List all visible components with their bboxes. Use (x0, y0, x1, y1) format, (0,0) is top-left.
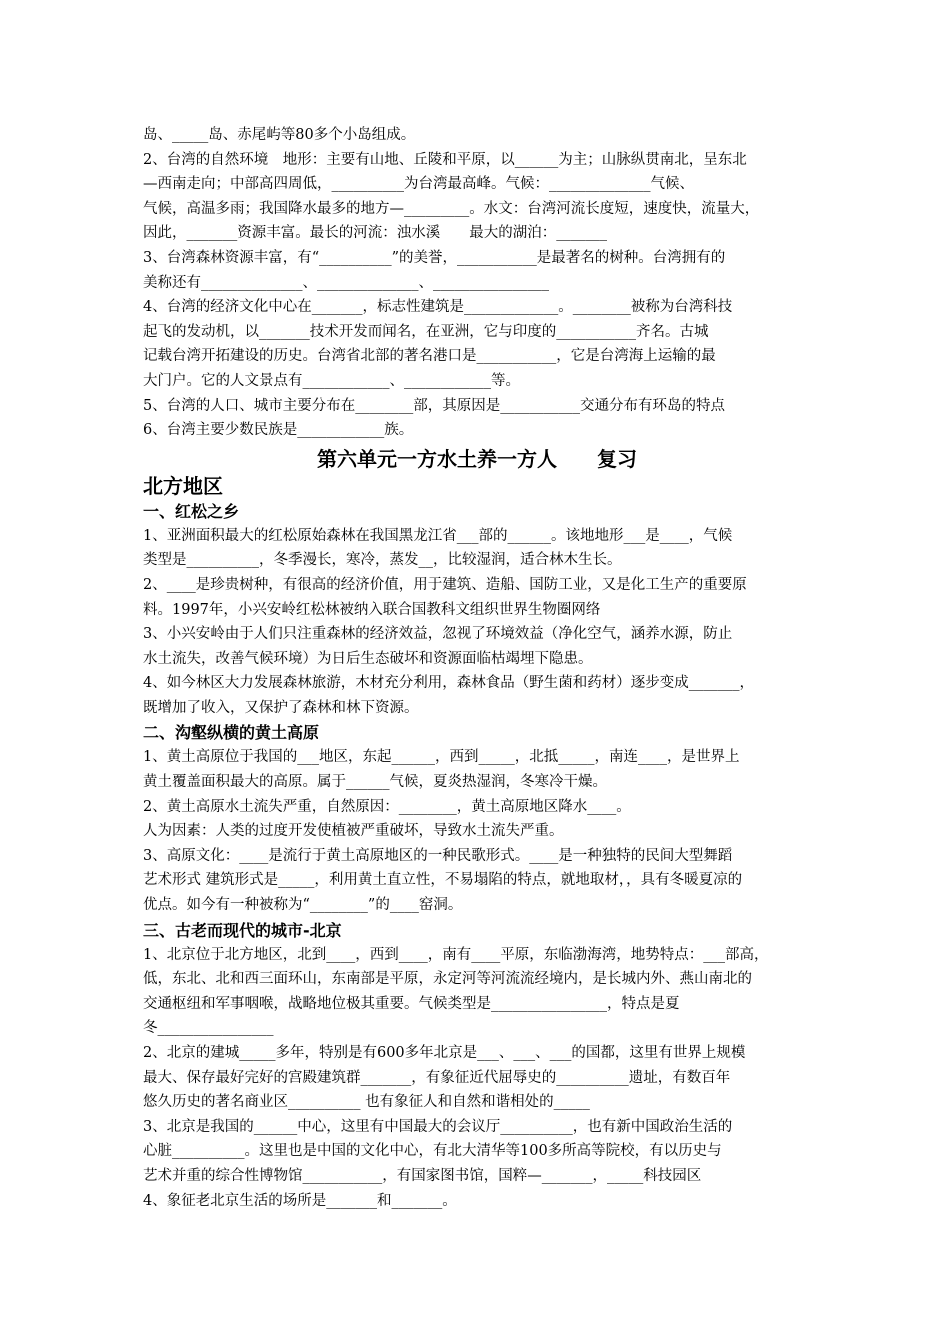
text-line: 类型是__________，冬季漫长，寒冷，蒸发__，比较湿润，适合林木生长。 (143, 552, 622, 569)
region-title: 北方地区 (143, 473, 223, 498)
text-line: 艺术形式 建筑形式是_____，利用黄土直立性，不易塌陷的特点，就地取材，，具有冬暖夏凉的 (143, 872, 743, 889)
text-line: 大门户。它的人文景点有____________、____________等。 (143, 372, 520, 389)
text-line: —西南走向；中部高四周低，__________为台湾最高峰。气候：______________气候、 (143, 176, 694, 193)
text-line: 黄土覆盖面积最大的高原。属于______气候，夏炎热湿润，冬寒冷干燥。 (143, 774, 607, 791)
text-line: 优点。如今有一种被称为“________”的____窑洞。 (143, 897, 463, 914)
text-line: 心脏__________。这里也是中国的文化中心，有北大清华等100多所高等院校，有以历史与 (143, 1143, 722, 1160)
text-line: 3、小兴安岭由于人们只注重森林的经济效益，忽视了环境效益（净化空气，涵养水源，防止 (143, 626, 733, 643)
text-line: 艺术并重的综合性博物馆___________，有国家图书馆，国粹—_______，_____科技园区 (143, 1167, 702, 1184)
text-line: 2、台湾的自然环境 地形：主要有山地、丘陵和平原，以______为主；山脉纵贯南北，呈东北 (143, 151, 747, 168)
text-line: 3、北京是我国的______中心，这里有中国最大的会议厅__________，也有新中国政治生活的 (143, 1118, 733, 1135)
text-line: 记载台湾开拓建设的历史。台湾省北部的著名港口是___________，它是台湾海上运输的最 (143, 348, 716, 365)
text-line: 既增加了收入，又保护了森林和林下资源。 (143, 699, 419, 716)
text-line: 5、台湾的人口、城市主要分布在________部，其原因是___________交通分布有环岛的特点 (143, 397, 725, 414)
text-line: 1、北京位于北方地区，北到____，西到____，南有____平原，东临渤海湾，地势特点：___部高， (143, 946, 769, 963)
text-line: 悠久历史的著名商业区__________ 也有象征人和自然和谐相处的_____ (143, 1094, 590, 1111)
text-line: 2、黄土高原水土流失严重，自然原因：________，黄土高原地区降水____。 (143, 798, 631, 815)
text-line: 3、高原文化：____是流行于黄土高原地区的一种民歌形式。____是一种独特的民间大型舞蹈 (143, 847, 733, 864)
text-line: 2、____是珍贵树种，有很高的经济价值，用于建筑、造船、国防工业，又是化工生产的重要原 (143, 576, 747, 593)
text-line: 交通枢纽和军事咽喉，战略地位极其重要。气候类型是________________，特点是夏 (143, 995, 680, 1012)
text-line: 人为因素：人类的过度开发使植被严重破坏，导致水土流失严重。 (143, 823, 564, 840)
text-line: 岛、_____岛、赤尾屿等80多个小岛组成。 (143, 127, 416, 143)
text-line: 2、北京的建城_____多年，特别是有600多年北京是___、___、___的国都，这里有世界上规模 (143, 1045, 746, 1061)
text-line: 最大、保存最好完好的宫殿建筑群_______，有象征近代屈辱史的__________遗址，有数百年 (143, 1069, 731, 1086)
text-line: 低，东北、北和西三面环山，东南部是平原，永定河等河流流经境内，是长城内外、燕山南北的 (143, 971, 752, 988)
text-line: 料。1997年，小兴安岭红松林被纳入联合国教科文组织世界生物圈网络 (143, 601, 601, 618)
section-heading: 二、沟壑纵横的黄土高原 (143, 723, 320, 743)
text-line: 起飞的发动机，以_______技术开发而闻名，在亚洲，它与印度的___________齐名。古城 (143, 323, 709, 340)
text-line: 1、亚洲面积最大的红松原始森林在我国黑龙江省___部的______。该地地形___是____，气候 (143, 527, 733, 544)
sections-container (143, 499, 811, 1213)
text-line: 冬________________ (143, 1020, 274, 1037)
text-line: 气候，高温多雨；我国降水最多的地方—_________。水文：台湾河流长度短，速度快，流量大， (143, 200, 760, 217)
section-heading: 三、古老而现代的城市-北京 (143, 920, 342, 940)
text-line: 因此，_______资源丰富。最长的河流：浊水溪 最大的湖泊：_______ (143, 225, 607, 242)
section-heading: 一、红松之乡 (143, 501, 240, 521)
text-line: 水土流失，改善气候环境）为日后生态破坏和资源面临枯竭埋下隐患。 (143, 650, 593, 667)
text-line: 3、台湾森林资源丰富，有“__________”的美誉，___________是最著名的树种。台湾拥有的 (143, 249, 726, 266)
text-line: 美称还有______________、______________、________________ (143, 274, 549, 291)
document-page (143, 123, 811, 1213)
text-line: 4、台湾的经济文化中心在_______，标志性建筑是_____________。________被称为台湾科技 (143, 299, 733, 316)
taiwan-section (143, 123, 811, 443)
text-line: 6、台湾主要少数民族是____________族。 (143, 422, 414, 439)
text-line: 4、象征老北京生活的场所是_______和_______。 (143, 1192, 457, 1209)
text-line: 4、如今林区大力发展森林旅游，木材充分利用，森林食品（野生菌和药材）逐步变成_______， (143, 675, 754, 692)
text-line: 1、黄土高原位于我国的___地区，东起______，西到_____，北抵_____，南连____，是世界上 (143, 749, 740, 766)
unit-title: 第六单元一方水土养一方人 复习 (317, 446, 637, 471)
